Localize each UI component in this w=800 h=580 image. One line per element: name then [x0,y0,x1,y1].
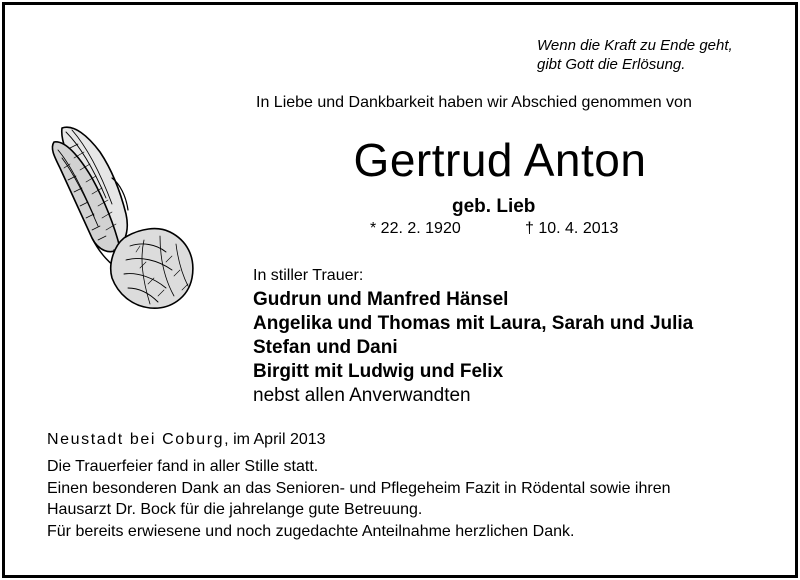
mourners-list [253,288,693,408]
deceased-name: Gertrud Anton [353,134,647,186]
birth-date: * 22. 2. 1920 [370,220,461,237]
mourning-label: In stiller Trauer: [253,267,364,284]
place-date-text: , im April 2013 [224,431,326,448]
footer-notes [47,456,747,543]
birth-name: geb. Lieb [452,196,536,217]
place-town: Neustadt bei Coburg [47,431,225,448]
mourner-line: Stefan und Dani [253,337,398,358]
thanks-line-1: Einen besonderen Dank an das Senioren- und Pflegeheim Fazit in Rödental sowie ihren [47,480,671,497]
intro-text: In Liebe und Dankbarkeit haben wir Abschied genommen von [256,94,692,111]
closing-thanks: Für bereits erwiesene und noch zugedachte Anteilnahme herzlichen Dank. [47,523,575,540]
praying-hands-icon [40,118,200,314]
place-date [47,431,326,449]
death-date: † 10. 4. 2013 [525,220,619,237]
thanks-line-2: Hausarzt Dr. Bock für die jahrelange gute Betreuung. [47,501,423,518]
motto [537,36,733,74]
funeral-note: Die Trauerfeier fand in aller Stille statt. [47,458,319,475]
motto-line-1: Wenn die Kraft zu Ende geht, [537,37,733,54]
mourner-line: Angelika und Thomas mit Laura, Sarah und Julia [253,313,694,334]
motto-line-2: gibt Gott die Erlösung. [537,56,686,73]
relatives-line: nebst allen Anverwandten [253,385,471,406]
mourner-line: Gudrun und Manfred Hänsel [253,289,509,310]
mourner-line: Birgitt mit Ludwig und Felix [253,361,504,382]
